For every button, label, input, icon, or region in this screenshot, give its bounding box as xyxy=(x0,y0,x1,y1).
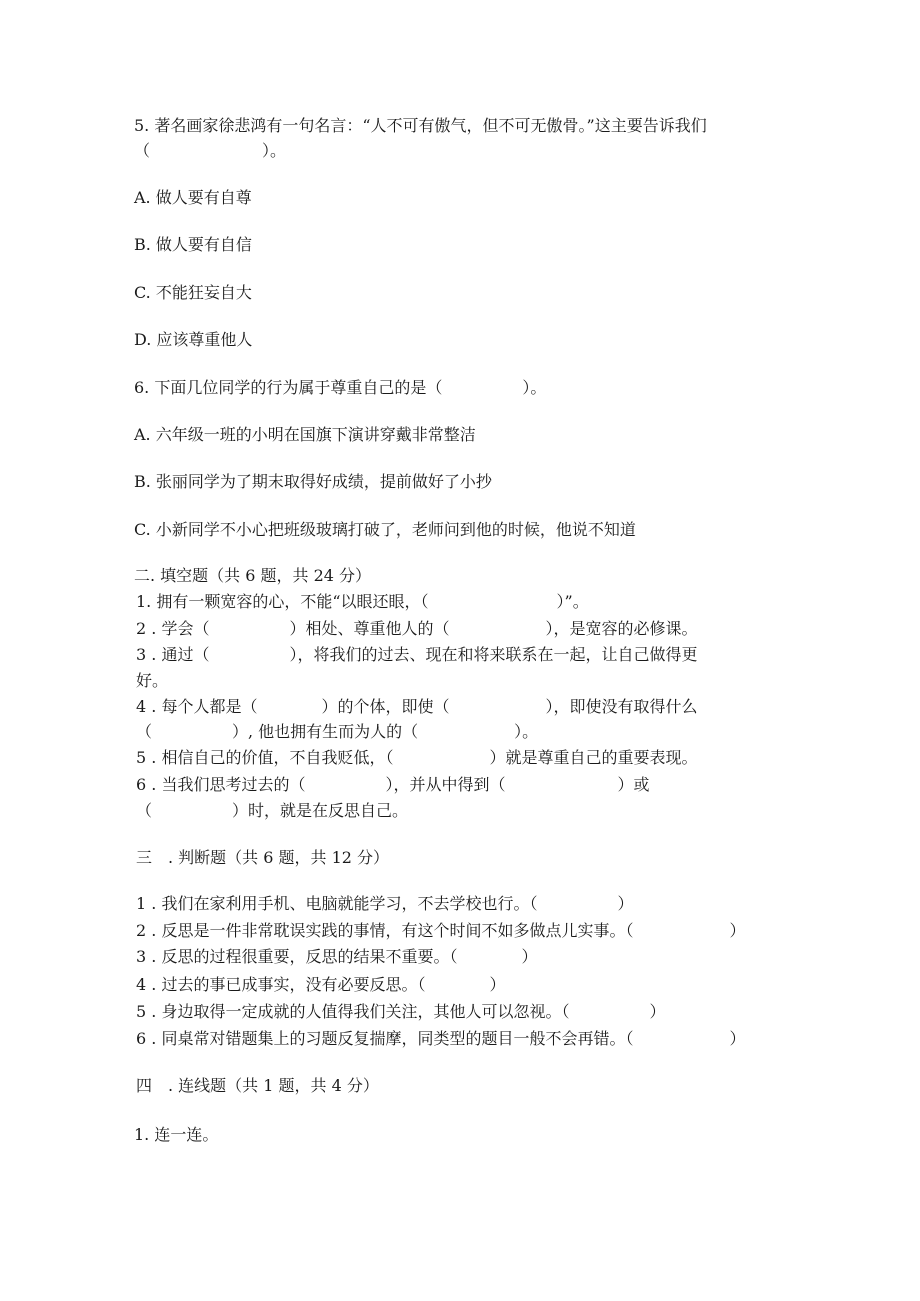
judge-line-4: 4 . 过去的事已成事实，没有必要反思。（ ） xyxy=(136,975,506,994)
q6-stem: 6. 下面几位同学的行为属于尊重自己的是（ ）。 xyxy=(134,378,547,397)
q5-option-a: A. 做人要有自尊 xyxy=(134,188,252,207)
q5-option-b: B. 做人要有自信 xyxy=(134,235,252,254)
fill-line-5: 5 . 相信自己的价值，不自我贬低，（ ）就是尊重自己的重要表现。 xyxy=(136,748,698,767)
q6-option-b: B. 张丽同学为了期末取得好成绩，提前做好了小抄 xyxy=(134,472,492,491)
fill-line-6b: （ ）时，就是在反思自己。 xyxy=(136,801,409,820)
match-q1: 1. 连一连。 xyxy=(134,1125,219,1144)
fill-line-3b: 好。 xyxy=(136,671,169,690)
judge-heading: 三 . 判断题（共 6 题，共 12 分） xyxy=(136,848,390,867)
q5-option-c: C. 不能狂妄自大 xyxy=(134,283,252,302)
judge-line-3: 3 . 反思的过程很重要，反思的结果不重要。（ ） xyxy=(136,947,538,966)
q5-stem: 5. 著名画家徐悲鸿有一句名言：“人不可有傲气，但不可无傲骨。”这主要告诉我们 xyxy=(134,116,707,135)
q6-option-a: A. 六年级一班的小明在国旗下演讲穿戴非常整洁 xyxy=(134,425,476,444)
fill-line-4b: （ ）, 他也拥有生而为人的（ ）。 xyxy=(136,722,539,741)
judge-line-2: 2 . 反思是一件非常耽误实践的事情，有这个时间不如多做点儿实事。（ ） xyxy=(136,921,746,940)
match-heading: 四 . 连线题（共 1 题，共 4 分） xyxy=(136,1076,379,1095)
q5-stem-blank: （ ）。 xyxy=(134,141,287,160)
q6-option-c: C. 小新同学不小心把班级玻璃打破了，老师问到他的时候，他说不知道 xyxy=(134,520,636,539)
judge-line-5: 5 . 身边取得一定成就的人值得我们关注，其他人可以忽视。（ ） xyxy=(136,1002,666,1021)
judge-line-6: 6 . 同桌常对错题集上的习题反复揣摩，同类型的题目一般不会再错。（ ） xyxy=(136,1029,746,1048)
fill-heading: 二. 填空题（共 6 题，共 24 分） xyxy=(134,566,372,585)
q5-option-d: D. 应该尊重他人 xyxy=(134,330,253,349)
fill-line-3: 3 . 通过（ ），将我们的过去、现在和将来联系在一起，让自己做得更 xyxy=(136,645,698,664)
fill-line-6: 6 . 当我们思考过去的（ ），并从中得到（ ）或 xyxy=(136,775,650,794)
fill-line-1: 1. 拥有一颗宽容的心，不能“以眼还眼，（ ）”。 xyxy=(136,592,589,611)
fill-line-4: 4 . 每个人都是（ ）的个体，即使（ ），即使没有取得什么 xyxy=(136,697,698,716)
fill-line-2: 2 . 学会（ ）相处、尊重他人的（ ），是宽容的必修课。 xyxy=(136,619,698,638)
judge-line-1: 1 . 我们在家利用手机、电脑就能学习，不去学校也行。（ ） xyxy=(136,894,634,913)
